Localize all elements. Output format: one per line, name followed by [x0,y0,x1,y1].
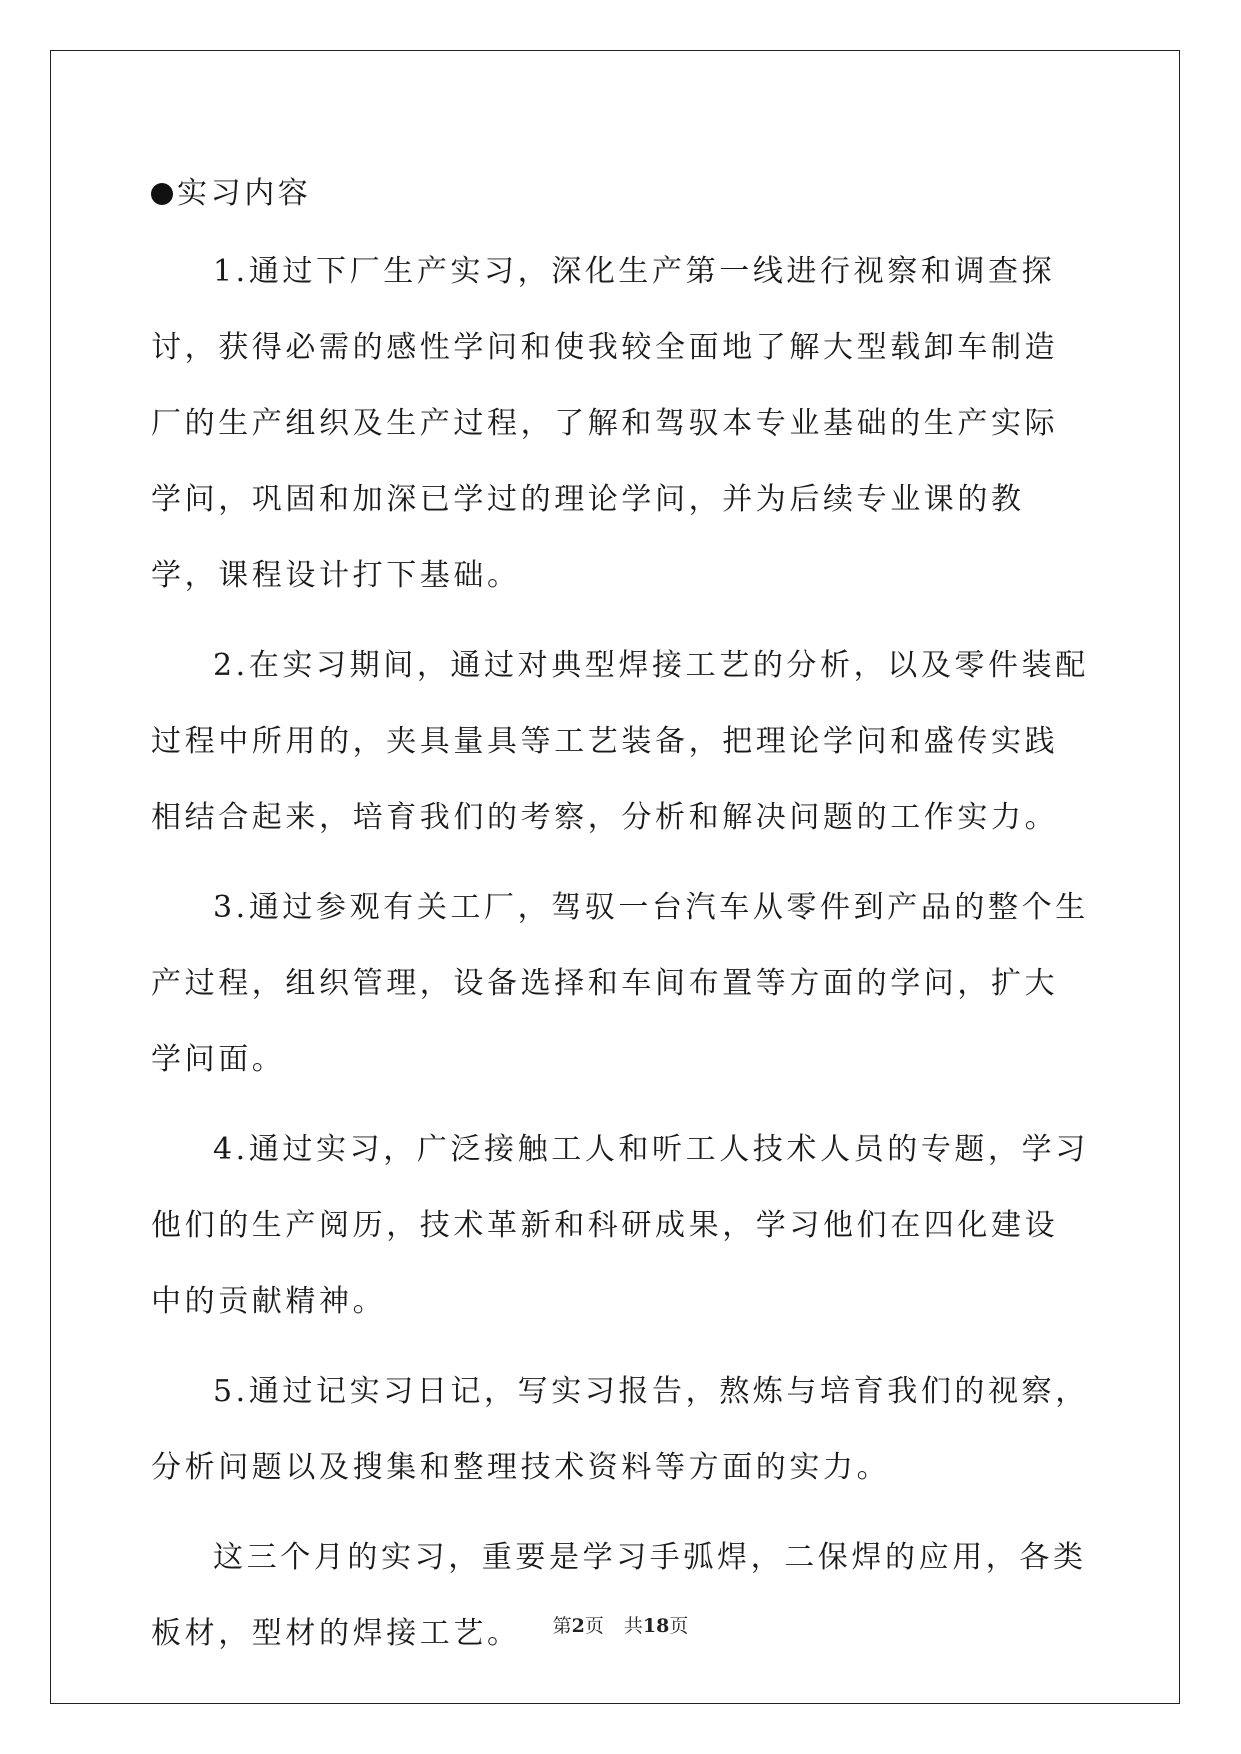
footer-page-unit: 页 [584,1615,604,1637]
page-footer [0,1611,1241,1638]
paragraph-4: 4.通过实习，广泛接触工人和听工人技术人员的专题，学习他们的生产阅历，技术革新和科研成果，学习他们在四化建设中的贡献精神。 [151,1132,1089,1319]
paragraph-2: 2.在实习期间，通过对典型焊接工艺的分析，以及零件装配过程中所用的，夹具量具等工艺装备，把理论学问和盛传实践相结合起来，培育我们的考察，分析和解决问题的工作实力。 [151,648,1089,835]
document-body [151,168,1091,1686]
footer-page-number: 2 [571,1615,585,1637]
footer-total-unit: 页 [669,1615,689,1637]
footer-total-prefix: 共 [623,1615,643,1637]
paragraph-3: 3.通过参观有关工厂，驾驭一台汽车从零件到产品的整个生产过程，组织管理，设备选择和车间布置等方面的学问，扩大学问面。 [151,890,1089,1077]
footer-total-pages: 18 [642,1615,670,1637]
bullet-icon [151,183,173,205]
section-heading-text: 实习内容 [177,176,312,211]
footer-page-prefix: 第 [552,1615,572,1637]
paragraph-6: 这三个月的实习，重要是学习手弧焊，二保焊的应用，各类板材，型材的焊接工艺。 [151,1540,1087,1651]
paragraph-1: 1.通过下厂生产实习，深化生产第一线进行视察和调查探讨，获得必需的感性学问和使我较全面地了解大型载卸车制造厂的生产组织及生产过程，了解和驾驭本专业基础的生产实际学问，巩固和加深已学过的理论学问，并为后续专业课的教学，课程设计打下基础。 [151,254,1059,593]
paragraph-5: 5.通过记实习日记，写实习报告，熬炼与培育我们的视察，分析问题以及搜集和整理技术资料等方面的实力。 [151,1374,1089,1485]
section-heading [151,168,1091,220]
